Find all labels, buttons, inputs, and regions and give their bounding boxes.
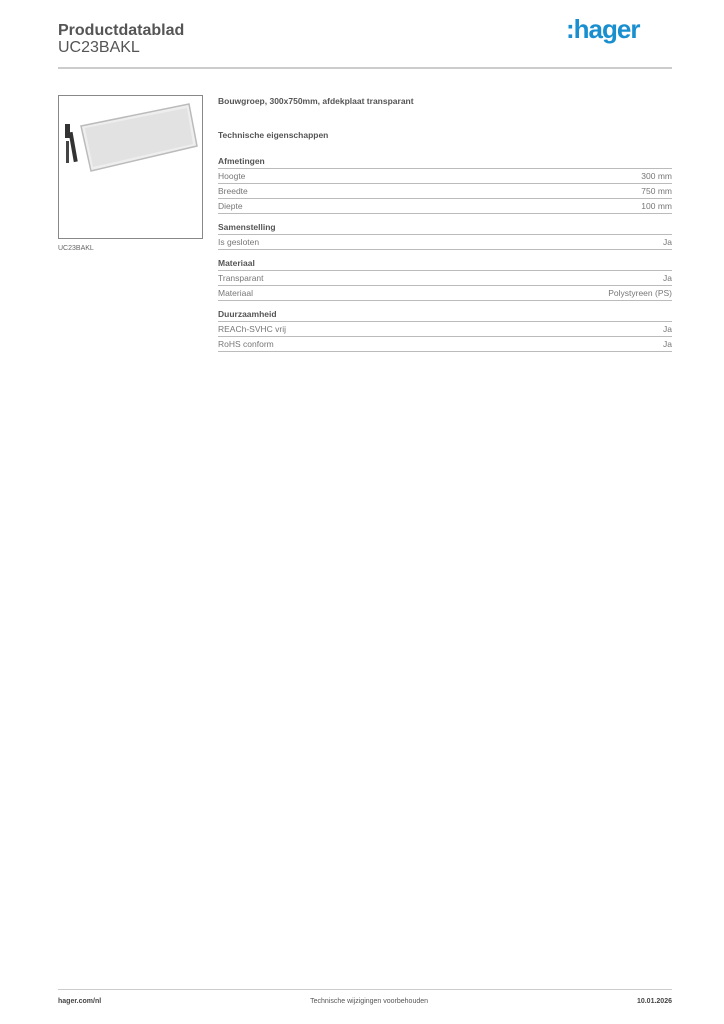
spec-value: Ja xyxy=(663,324,672,334)
spec-label: Hoogte xyxy=(218,171,246,181)
spec-panel xyxy=(218,96,672,360)
spec-group xyxy=(218,222,672,250)
product-code: UC23BAKL xyxy=(58,39,140,56)
spec-row xyxy=(218,337,672,352)
page-title: Productdatablad xyxy=(58,22,185,39)
hager-logo: :hager xyxy=(566,14,640,44)
spec-row xyxy=(218,286,672,301)
spec-label: REACh-SVHC vrij xyxy=(218,324,287,334)
spec-value: 300 mm xyxy=(641,171,672,181)
group-title: Samenstelling xyxy=(218,222,672,235)
group-title: Afmetingen xyxy=(218,156,672,169)
header-divider xyxy=(58,67,672,69)
spec-row xyxy=(218,235,672,250)
spec-label: Materiaal xyxy=(218,288,253,298)
spec-label: Is gesloten xyxy=(218,237,260,247)
group-title: Duurzaamheid xyxy=(218,309,672,322)
footer-notice: Technische wijzigingen voorbehouden xyxy=(310,998,429,1005)
footer-date: 10.01.2026 xyxy=(636,998,672,1005)
spec-row xyxy=(218,322,672,337)
spec-label: Diepte xyxy=(218,201,243,211)
spec-label: RoHS conform xyxy=(218,339,274,349)
spec-group xyxy=(218,309,672,352)
spec-value: 750 mm xyxy=(641,186,672,196)
spec-row xyxy=(218,199,672,214)
group-title: Materiaal xyxy=(218,258,672,271)
spec-row xyxy=(218,184,672,199)
spec-label: Transparant xyxy=(218,273,264,283)
footer-website[interactable]: hager.com/nl xyxy=(58,998,102,1005)
spec-group xyxy=(218,258,672,301)
spec-group xyxy=(218,156,672,214)
spec-label: Breedte xyxy=(218,186,248,196)
spec-value: Polystyreen (PS) xyxy=(608,288,672,298)
spec-row xyxy=(218,271,672,286)
footer xyxy=(58,998,672,1005)
image-caption: UC23BAKL xyxy=(58,245,94,252)
spec-value: Ja xyxy=(663,273,672,283)
footer-divider xyxy=(58,989,672,990)
spec-value: 100 mm xyxy=(641,201,672,211)
spec-value: Ja xyxy=(663,339,672,349)
section-title: Technische eigenschappen xyxy=(218,130,329,140)
spec-value: Ja xyxy=(663,237,672,247)
product-image xyxy=(58,95,203,239)
spec-row xyxy=(218,169,672,184)
product-description: Bouwgroep, 300x750mm, afdekplaat transparant xyxy=(218,96,414,106)
